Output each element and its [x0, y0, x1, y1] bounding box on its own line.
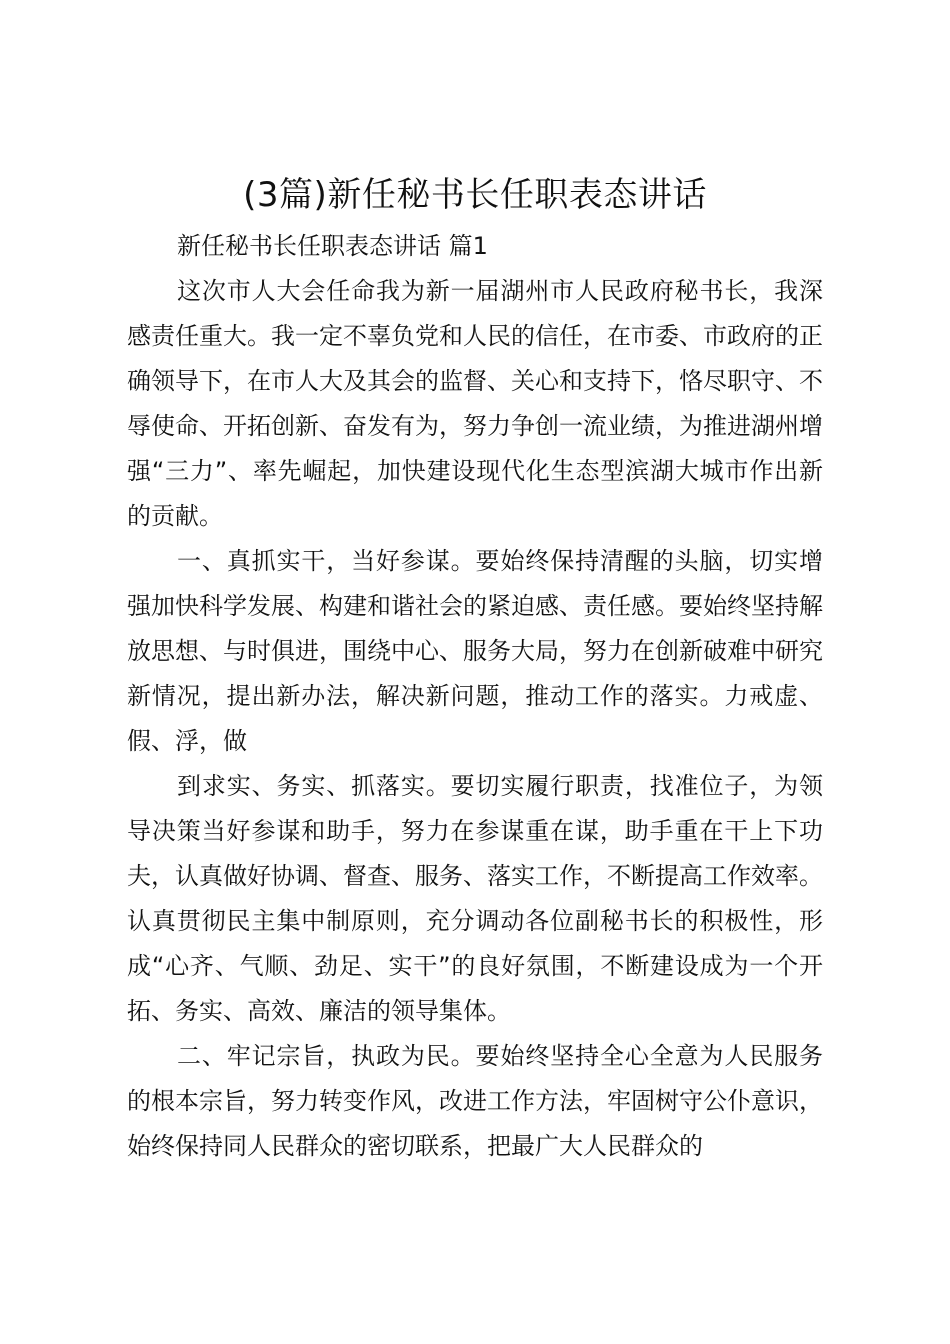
section-subtitle: 新任秘书长任职表态讲话 篇1 [177, 232, 488, 260]
document-title: (3篇)新任秘书长任职表态讲话 [243, 175, 707, 215]
paragraph-point-one: 一、真抓实干，当好参谋。要始终保持清醒的头脑，切实增强加快科学发展、构建和谐社会的紧迫感、责任感。要始终坚持解放思想、与时俱进，围绕中心、服务大局，努力在创新破难中研究新情况，提出新办法，解决新问题，推动工作的落实。力戒虚、假、浮，做 [127, 547, 823, 755]
paragraph-point-one-continued: 到求实、务实、抓落实。要切实履行职责，找准位子，为领导决策当好参谋和助手，努力在参谋重在谋，助手重在干上下功夫，认真做好协调、督查、服务、落实工作，不断提高工作效率。认真贯彻民主集中制原则，充分调动各位副秘书长的积极性，形成“心齐、气顺、劲足、实干”的良好氛围，不断建设成为一个开拓、务实、高效、廉洁的领导集体。 [127, 772, 823, 1025]
paragraph-point-two: 二、牢记宗旨，执政为民。要始终坚持全心全意为人民服务的根本宗旨，努力转变作风，改进工作方法，牢固树守公仆意识，始终保持同人民群众的密切联系，把最广大人民群众的 [127, 1042, 823, 1160]
document-body [127, 224, 823, 1169]
paragraph-intro: 这次市人大会任命我为新一届湖州市人民政府秘书长，我深感责任重大。我一定不辜负党和人民的信任，在市委、市政府的正确领导下，在市人大及其会的监督、关心和支持下，恪尽职守、不辱使命、开拓创新、奋发有为，努力争创一流业绩，为推进湖州增强“三力”、率先崛起，加快建设现代化生态型滨湖大城市作出新的贡献。 [127, 277, 823, 530]
